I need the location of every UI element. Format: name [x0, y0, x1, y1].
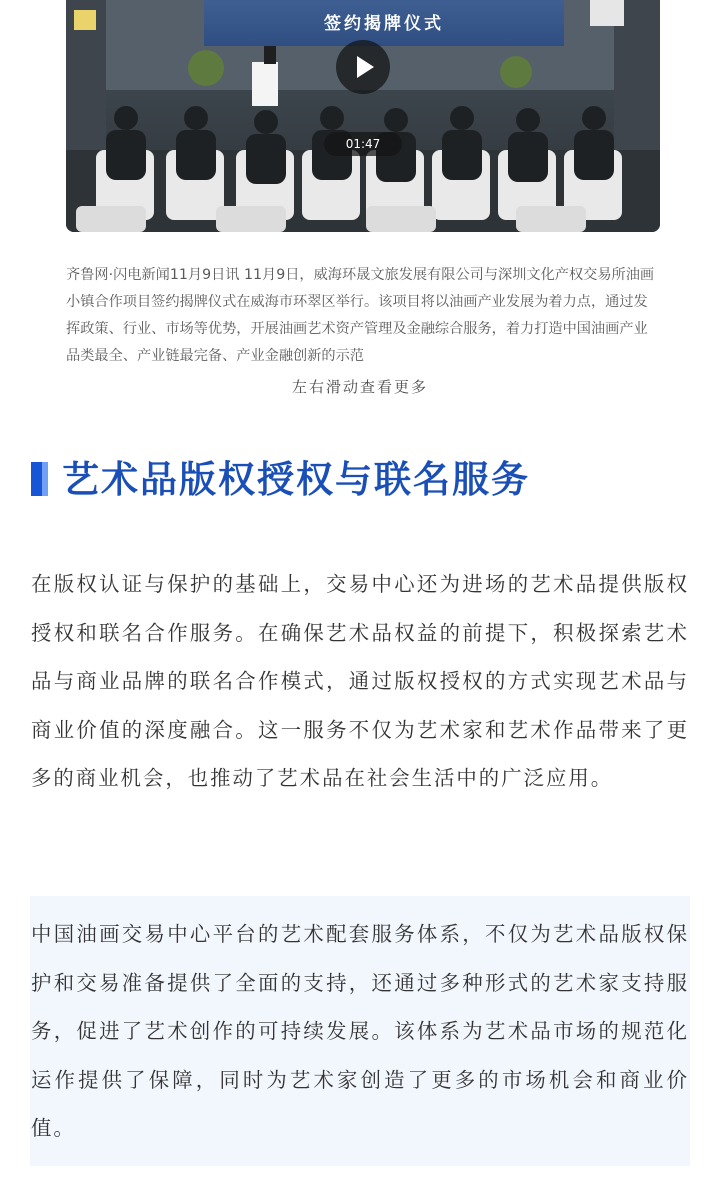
video-duration: 01:47 — [324, 132, 402, 156]
video-player[interactable] — [66, 0, 660, 232]
play-button[interactable] — [336, 40, 390, 94]
play-icon — [357, 56, 374, 78]
video-caption: 齐鲁网·闪电新闻11月9日讯 11月9日，威海环晟文旅发展有限公司与深圳文化产权交易所油画小镇合作项目签约揭牌仪式在威海市环翠区举行。该项目将以油画产业发展为着力点，通过发挥政策、行业、市场等优势，开展油画艺术资产管理及金融综合服务，着力打造中国油画产业品类最全、产业链最完备、产业金融创新的示范 — [66, 267, 655, 364]
swipe-hint: 左右滑动查看更多 — [291, 378, 428, 396]
heading-bar-dark — [31, 462, 42, 496]
heading-bar-icon — [31, 462, 49, 496]
highlight-paragraph: 中国油画交易中心平台的艺术配套服务体系，不仅为艺术品版权保护和交易准备提供了全面的支持，还通过多种形式的艺术家支持服务，促进了艺术创作的可持续发展。该体系为艺术品市场的规范化运作提供了保障，同时为艺术家创造了更多的市场机会和商业价值。 — [31, 922, 689, 1140]
stage-banner — [204, 0, 564, 46]
body-paragraph: 在版权认证与保护的基础上，交易中心还为进场的艺术品提供版权授权和联名合作服务。在确保艺术品权益的前提下，积极探索艺术品与商业品牌的联名合作模式，通过版权授权的方式实现艺术品与商业价值的深度融合。这一服务不仅为艺术家和艺术作品带来了更多的商业机会，也推动了艺术品在社会生活中的广泛应用。 — [31, 572, 689, 790]
heading-bar-light — [42, 462, 48, 496]
section-title: 艺术品版权授权与联名服务 — [62, 458, 530, 501]
banner-title: 签约揭牌仪式 — [324, 14, 444, 34]
